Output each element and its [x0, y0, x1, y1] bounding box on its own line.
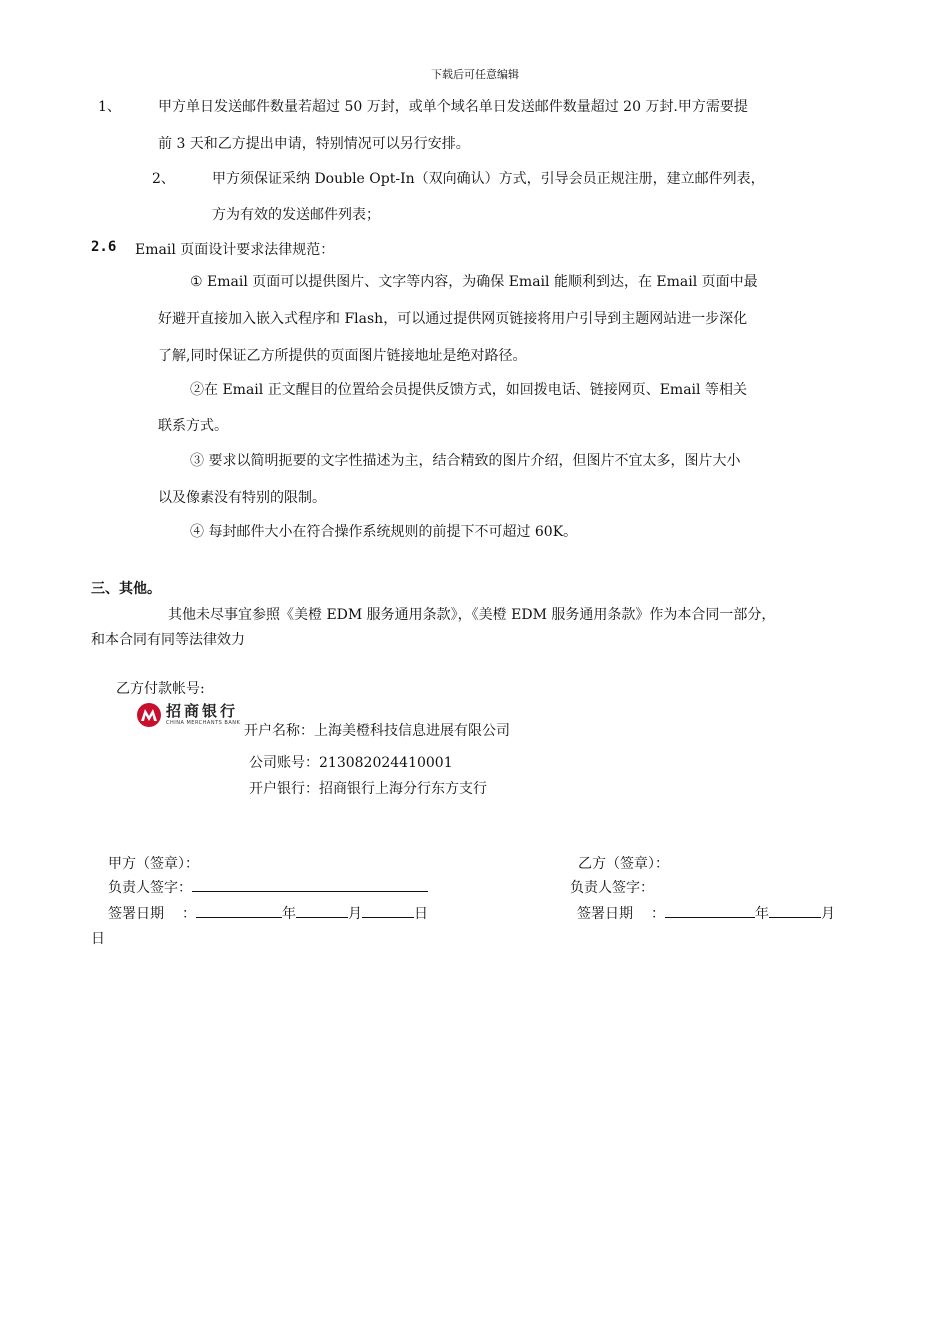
party-a-date-row: [108, 903, 428, 923]
sec26-p2-line2: 联系方式。: [158, 418, 228, 434]
payment-label: 乙方付款帐号:: [116, 681, 205, 697]
party-b-year-label: 年: [755, 906, 769, 922]
item2-line1: 甲方须保证采纳 Double Opt-In（双向确认）方式，引导会员正规注册，建立邮件列表，: [212, 171, 765, 187]
sec26-p2-line1: ②在 Email 正文醒目的位置给会员提供反馈方式，如回拨电话、链接网页、Email 等相关: [190, 382, 747, 398]
sec26-p3-line2: 以及像素没有特别的限制。: [158, 490, 326, 506]
party-b-month-line: [769, 903, 821, 918]
sec26-p4: ④ 每封邮件大小在符合操作系统规则的前提下不可超过 60K。: [190, 524, 578, 540]
bank-branch: 开户银行：招商银行上海分行东方支行: [249, 781, 487, 797]
party-b-date-row: [577, 903, 835, 923]
party-b-seal: 乙方（签章）：: [578, 856, 669, 872]
party-a-day-line: [362, 903, 414, 918]
section-3-line1: 其他未尽事宜参照《美橙 EDM 服务通用条款》，《美橙 EDM 服务通用条款》作为本合同一部分，: [168, 607, 776, 623]
section-2-6-title: Email 页面设计要求法律规范：: [135, 242, 335, 258]
party-a-month-label: 月: [348, 906, 362, 922]
item2-line2: 方为有效的发送邮件列表；: [212, 207, 380, 223]
sec26-p1-line3: 了解,同时保证乙方所提供的页面图片链接地址是绝对路径。: [158, 348, 527, 364]
party-b-year-line: [665, 903, 755, 918]
cmb-logo-cn: 招商银行: [166, 702, 239, 720]
party-b-date-colon: ：: [651, 906, 665, 922]
cmb-logo-icon: [136, 702, 162, 728]
party-a-day-label: 日: [414, 906, 428, 922]
sec26-p1-line2: 好避开直接加入嵌入式程序和 Flash，可以通过提供网页链接将用户引导到主题网站进一步深化: [158, 311, 748, 327]
item1-line2: 前 3 天和乙方提出申请，特别情况可以另行安排。: [158, 136, 470, 152]
party-a-date-colon: ：: [182, 906, 196, 922]
party-b-resp-label: 负责人签字：: [570, 880, 654, 896]
cmb-bank-logo: [136, 700, 240, 732]
party-a-resp-label: 负责人签字：: [108, 880, 192, 896]
item2-number: 2、: [152, 171, 175, 187]
section-2-6-number: 2.6: [91, 239, 117, 255]
section-3-title: 三、其他。: [91, 581, 161, 597]
party-b-date-label: 签署日期: [577, 906, 633, 922]
sec26-p1-line1: ① Email 页面可以提供图片、文字等内容，为确保 Email 能顺利到达，在 Email 页面中最: [190, 274, 758, 290]
party-a-signature-line: [192, 877, 428, 892]
item1-line1: 甲方单日发送邮件数量若超过 50 万封，或单个域名单日发送邮件数量超过 20 万封.甲方需要提: [158, 99, 748, 115]
party-a-signature-row: [108, 877, 428, 897]
section-3-line2: 和本合同有同等法律效力: [91, 632, 245, 648]
party-a-date-label: 签署日期: [108, 906, 164, 922]
account-number: 公司账号：213082024410001: [249, 755, 453, 771]
account-name: 开户名称：上海美橙科技信息进展有限公司: [244, 723, 510, 739]
page-header: 下载后可任意编辑: [431, 68, 519, 81]
party-a-seal: 甲方（签章）：: [108, 856, 199, 872]
party-b-day-label: 日: [91, 931, 105, 947]
sec26-p3-line1: ③ 要求以简明扼要的文字性描述为主，结合精致的图片介绍，但图片不宜太多，图片大小: [190, 453, 741, 469]
party-a-year-line: [196, 903, 282, 918]
cmb-logo-en: CHINA MERCHANTS BANK: [166, 720, 241, 726]
party-a-year-label: 年: [282, 906, 296, 922]
party-b-month-label: 月: [821, 906, 835, 922]
party-a-month-line: [296, 903, 348, 918]
item1-number: 1、: [98, 99, 121, 115]
